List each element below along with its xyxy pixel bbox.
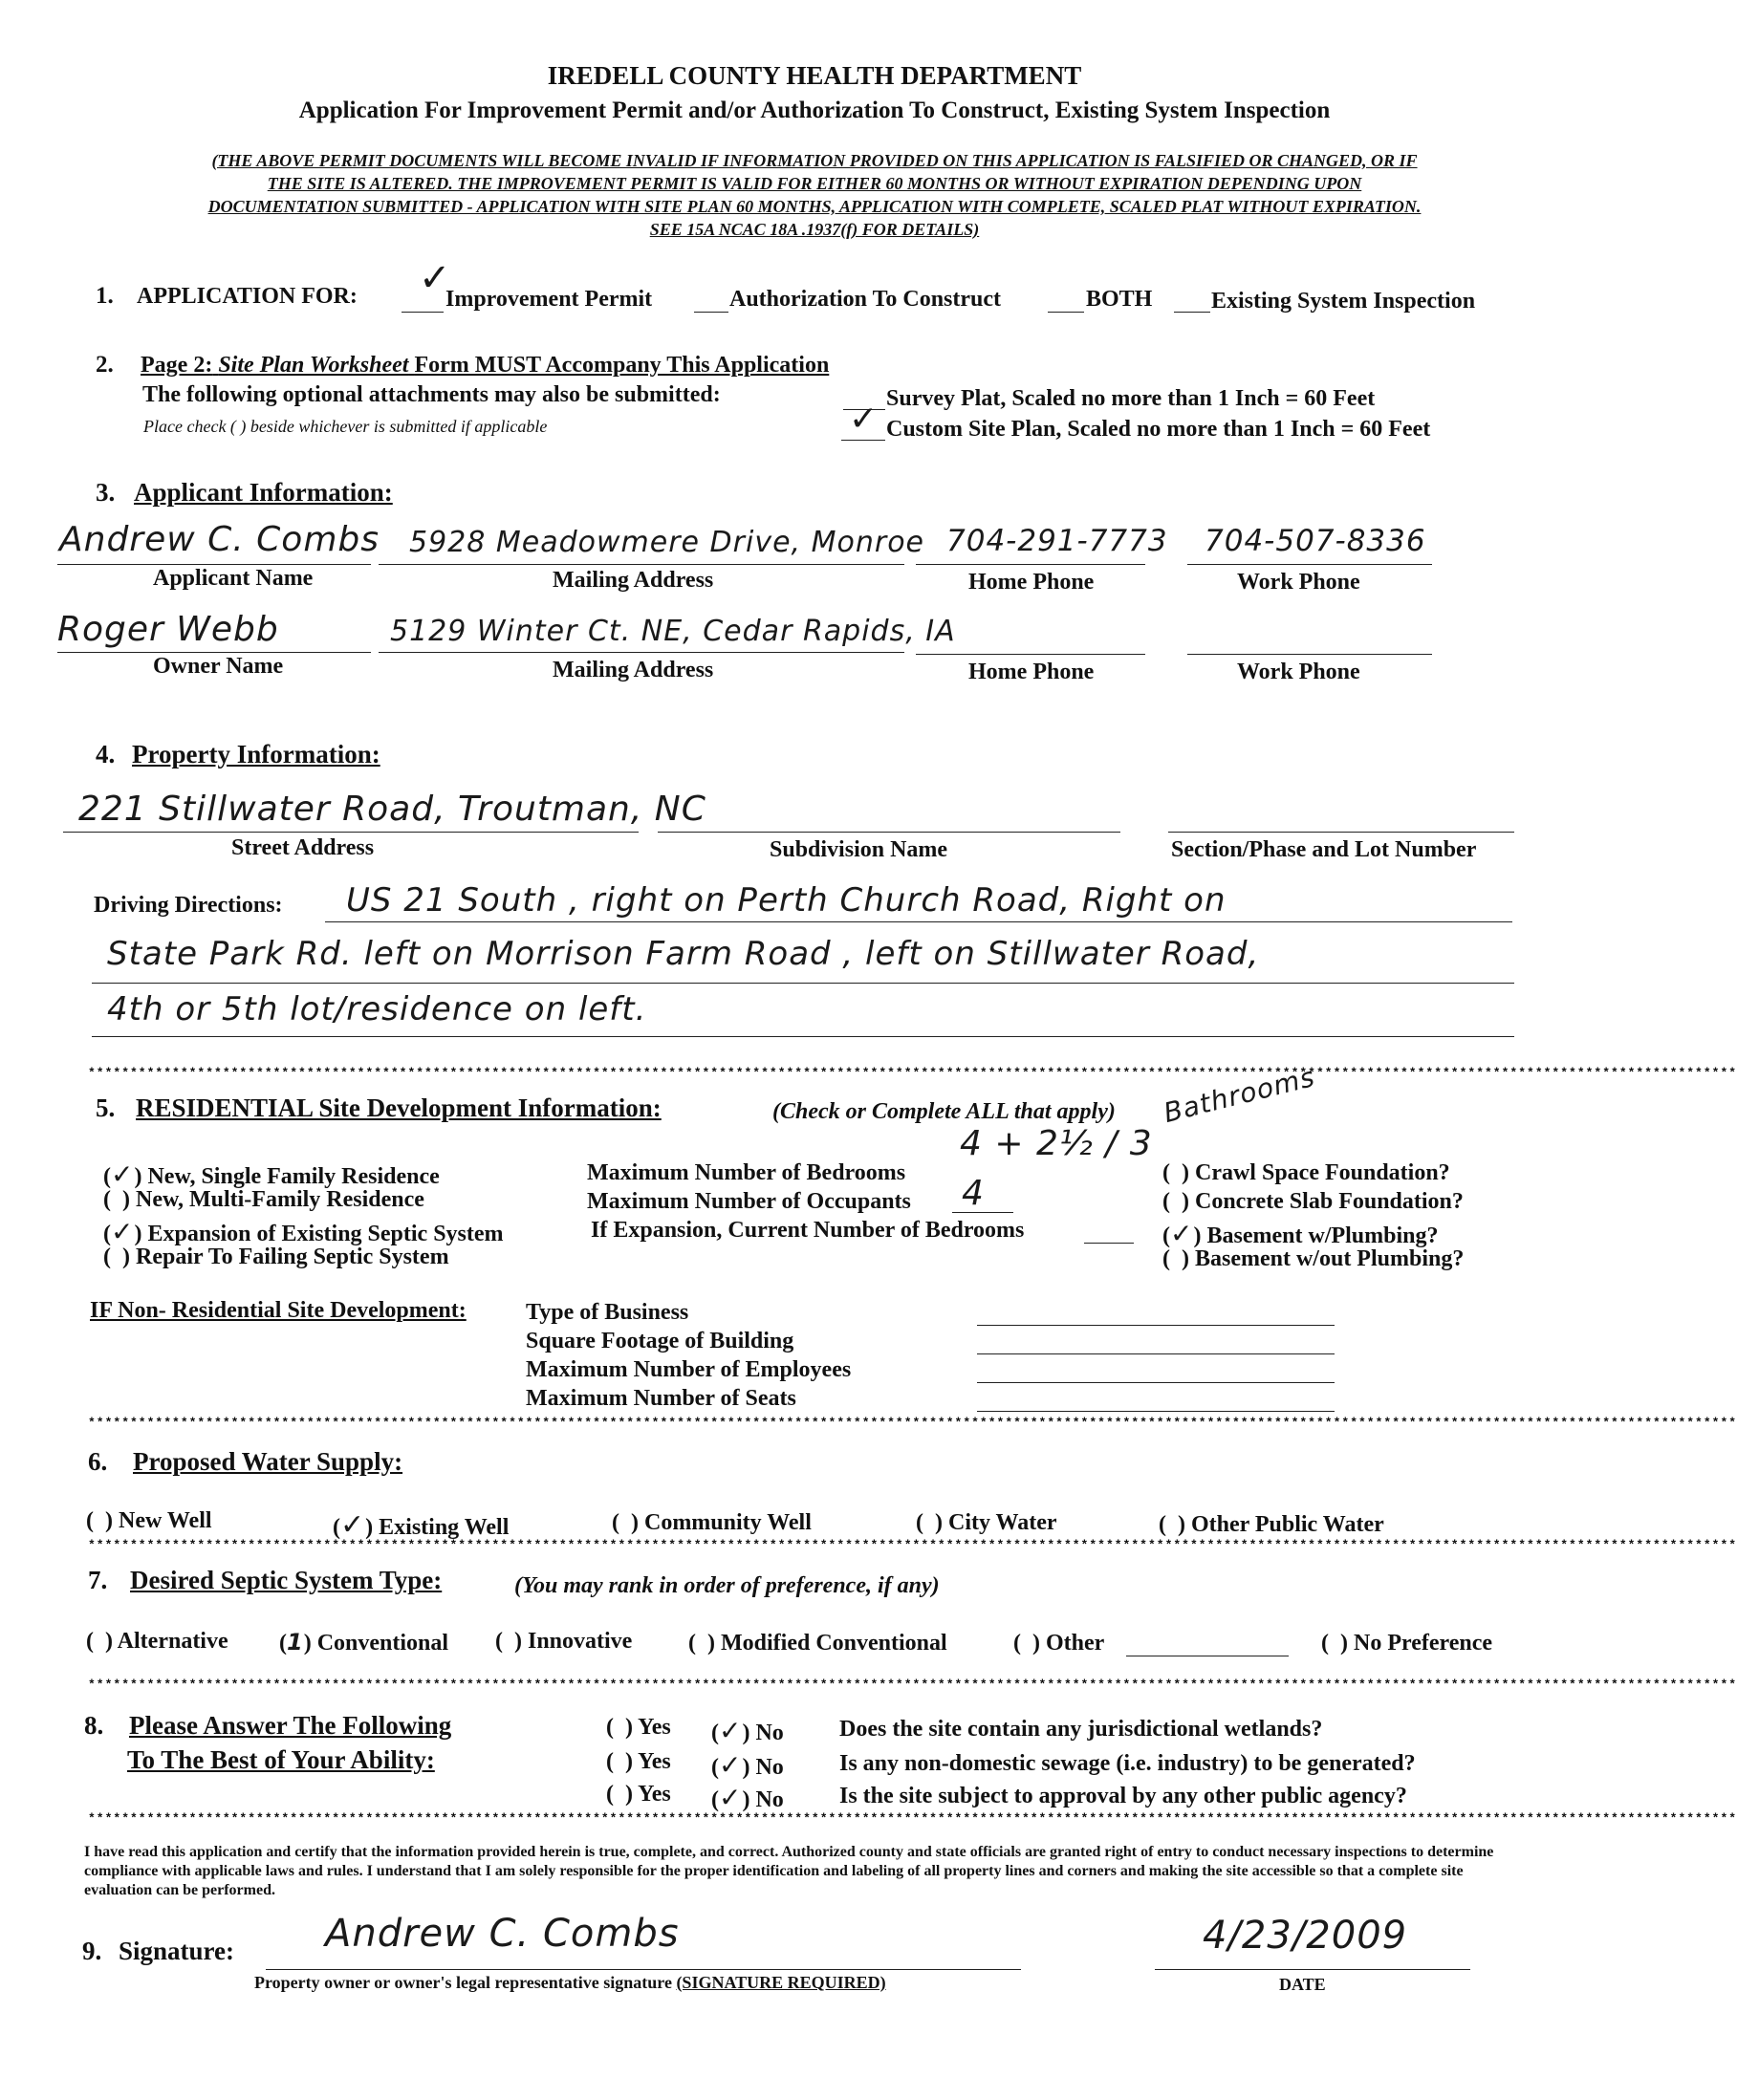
residence-type-new-single[interactable]: (✓) New, Single Family Residence xyxy=(103,1158,440,1190)
water-city-water[interactable]: ( ) City Water xyxy=(916,1510,1057,1535)
label-owner-mailing-address: Mailing Address xyxy=(553,658,714,682)
septic-alternative[interactable]: ( ) Alternative xyxy=(86,1629,228,1654)
q1-text: Does the site contain any jurisdictional wetlands? xyxy=(839,1717,1323,1742)
section8-number: 8. xyxy=(84,1711,104,1740)
check-mark-icon: ✓ xyxy=(849,400,879,439)
section7-heading: Desired Septic System Type: xyxy=(130,1566,443,1594)
section4-number: 4. xyxy=(96,740,116,769)
section2-number: 2. xyxy=(96,352,114,378)
max-occupants-line xyxy=(952,1212,1013,1213)
label-applicant-name: Applicant Name xyxy=(153,566,314,591)
label-max-bedrooms: Maximum Number of Bedrooms xyxy=(587,1160,906,1185)
q3-text: Is the site subject to approval by any other public agency? xyxy=(839,1784,1407,1808)
foundation-basement-no-plumbing[interactable]: ( ) Basement w/out Plumbing? xyxy=(1162,1246,1465,1271)
max-seats-line[interactable] xyxy=(977,1411,1335,1412)
q2-no[interactable]: (✓) No xyxy=(711,1749,784,1781)
date-label: DATE xyxy=(1279,1975,1326,1994)
expansion-bedrooms-line[interactable] xyxy=(1084,1243,1134,1244)
option-improvement-permit: Improvement Permit xyxy=(445,287,653,312)
blank-improvement-permit[interactable] xyxy=(402,312,444,313)
option-survey-plat: Survey Plat, Scaled no more than 1 Inch = 60 Feet xyxy=(886,386,1376,411)
home-phone-value[interactable]: 704-291-7773 xyxy=(946,524,1168,558)
section7-number: 7. xyxy=(88,1566,108,1594)
q1-yes[interactable]: ( ) Yes xyxy=(606,1715,671,1740)
water-new-well[interactable]: ( ) New Well xyxy=(86,1508,212,1533)
signature-line xyxy=(266,1969,1021,1970)
septic-no-preference[interactable]: ( ) No Preference xyxy=(1321,1631,1493,1656)
septic-conventional[interactable]: (1) Conventional xyxy=(279,1629,449,1656)
option-custom-site-plan: Custom Site Plan, Scaled no more than 1 Inch = 60 Feet xyxy=(886,417,1431,442)
applicant-address-value[interactable]: 5928 Meadowmere Drive, Monroe xyxy=(409,526,924,559)
label-work-phone: Work Phone xyxy=(1237,570,1360,595)
section3-number: 3. xyxy=(96,478,116,507)
option-authorization: Authorization To Construct xyxy=(729,287,1002,312)
section1-number: 1. xyxy=(96,283,114,309)
owner-address-line xyxy=(379,652,904,653)
label-owner-name: Owner Name xyxy=(153,654,284,679)
foundation-crawl-space[interactable]: ( ) Crawl Space Foundation? xyxy=(1162,1160,1450,1185)
label-type-of-business: Type of Business xyxy=(526,1300,689,1325)
applicant-name-value[interactable]: Andrew C. Combs xyxy=(59,520,380,559)
label-subdivision: Subdivision Name xyxy=(770,837,948,862)
owner-home-phone-line[interactable] xyxy=(916,654,1145,655)
work-phone-value[interactable]: 704-507-8336 xyxy=(1205,524,1426,558)
label-mailing-address: Mailing Address xyxy=(553,568,714,593)
label-max-occupants: Maximum Number of Occupants xyxy=(587,1189,911,1214)
section2-heading: Page 2: Site Plan Worksheet Form MUST Accompany This Application xyxy=(141,353,830,378)
max-occupants-value[interactable]: 4 xyxy=(962,1174,985,1213)
septic-other[interactable]: ( ) Other xyxy=(1013,1631,1105,1656)
signature-value[interactable]: Andrew C. Combs xyxy=(325,1912,680,1956)
label-owner-home-phone: Home Phone xyxy=(968,660,1095,684)
page-title: IREDELL COUNTY HEALTH DEPARTMENT xyxy=(547,61,1082,90)
directions-rule-2 xyxy=(92,983,1514,984)
residence-type-new-multi[interactable]: ( ) New, Multi-Family Residence xyxy=(103,1187,424,1212)
divider-stars: **************************************************************************************************************************************************************************************************** xyxy=(88,1811,1737,1826)
section-lot-line[interactable] xyxy=(1168,832,1514,833)
septic-conventional-rank: 1 xyxy=(287,1629,304,1656)
notice-line-3: DOCUMENTATION SUBMITTED - APPLICATION WITH SITE PLAN 60 MONTHS, APPLICATION WITH COMPLETE, SCALED PLAT WITHOUT EXPIRATION. xyxy=(207,197,1422,216)
street-address-value[interactable]: 221 Stillwater Road, Troutman, NC xyxy=(78,790,706,829)
signature-caption: Property owner or owner's legal representative signature (SIGNATURE REQUIRED) xyxy=(254,1973,886,1992)
date-value[interactable]: 4/23/2009 xyxy=(1203,1914,1408,1958)
blank-custom-site-plan[interactable] xyxy=(841,440,885,441)
label-section-lot: Section/Phase and Lot Number xyxy=(1171,837,1477,862)
label-owner-work-phone: Work Phone xyxy=(1237,660,1360,684)
label-max-seats: Maximum Number of Seats xyxy=(526,1386,796,1411)
foundation-concrete-slab[interactable]: ( ) Concrete Slab Foundation? xyxy=(1162,1189,1464,1214)
divider-stars: **************************************************************************************************************************************************************************************************** xyxy=(88,1678,1737,1692)
section8-heading-2: To The Best of Your Ability: xyxy=(127,1745,435,1774)
home-phone-line xyxy=(916,564,1145,565)
label-street-address: Street Address xyxy=(231,835,375,860)
certification-text: I have read this application and certify that the information provided herein is true, complete, and correct. Authorized county and state officials are granted right of entry to conduct necessary inspections to determine compliance with applicable laws and rules. I understand that I am solely responsible for the proper identification and labeling of all property lines and corners and making the site accessible so that a complete site evaluation can be performed. xyxy=(84,1844,1494,1898)
residence-type-repair[interactable]: ( ) Repair To Failing Septic System xyxy=(103,1245,449,1269)
date-line xyxy=(1155,1969,1470,1970)
section4-heading: Property Information: xyxy=(132,740,380,769)
septic-modified-conventional[interactable]: ( ) Modified Conventional xyxy=(688,1631,947,1656)
section9-number: 9. xyxy=(82,1937,102,1965)
water-other-public[interactable]: ( ) Other Public Water xyxy=(1159,1512,1384,1537)
q3-no[interactable]: (✓) No xyxy=(711,1782,784,1813)
bathrooms-note: Bathrooms xyxy=(1161,1060,1318,1129)
section8-heading-1: Please Answer The Following xyxy=(129,1711,452,1740)
section6-number: 6. xyxy=(88,1447,108,1476)
q2-text: Is any non-domestic sewage (i.e. industry) to be generated? xyxy=(839,1751,1416,1776)
option-existing-system: Existing System Inspection xyxy=(1211,289,1476,314)
type-of-business-line[interactable] xyxy=(977,1325,1335,1326)
max-bedrooms-value[interactable]: 4 + 2½ / 3 xyxy=(960,1124,1153,1163)
square-footage-line[interactable] xyxy=(977,1353,1335,1354)
applicant-name-line xyxy=(57,564,371,565)
street-address-line xyxy=(63,832,639,833)
septic-innovative[interactable]: ( ) Innovative xyxy=(495,1629,633,1654)
section3-heading: Applicant Information: xyxy=(134,478,393,507)
label-home-phone: Home Phone xyxy=(968,570,1095,595)
page-subtitle: Application For Improvement Permit and/or Authorization To Construct, Existing System Inspection xyxy=(298,97,1331,123)
divider-stars: **************************************************************************************************************************************************************************************************** xyxy=(88,1538,1737,1552)
blank-both[interactable] xyxy=(1048,312,1084,313)
directions-line-3[interactable]: 4th or 5th lot/residence on left. xyxy=(107,990,647,1028)
label-expansion-bedrooms: If Expansion, Current Number of Bedrooms xyxy=(591,1218,1025,1243)
notice-line-4: SEE 15A NCAC 18A .1937(f) FOR DETAILS) xyxy=(649,220,980,239)
owner-name-line xyxy=(57,652,371,653)
water-community-well[interactable]: ( ) Community Well xyxy=(612,1510,812,1535)
section1-label: APPLICATION FOR: xyxy=(137,284,358,309)
q2-yes[interactable]: ( ) Yes xyxy=(606,1749,671,1774)
nonres-heading: IF Non- Residential Site Development: xyxy=(90,1298,467,1323)
q3-yes[interactable]: ( ) Yes xyxy=(606,1782,671,1807)
section2-optional-text: The following optional attachments may also be submitted: xyxy=(142,382,721,407)
blank-existing-system[interactable] xyxy=(1174,312,1210,313)
divider-stars: **************************************************************************************************************************************************************************************************** xyxy=(88,1416,1737,1430)
section7-note: (You may rank in order of preference, if any) xyxy=(514,1573,940,1598)
notice-line-2: THE SITE IS ALTERED. THE IMPROVEMENT PERMIT IS VALID FOR EITHER 60 MONTHS OR WITHOUT EXPIRATION DEPENDING UPON xyxy=(267,174,1362,193)
notice-line-1: (THE ABOVE PERMIT DOCUMENTS WILL BECOME INVALID IF INFORMATION PROVIDED ON THIS APPLICATION IS FALSIFIED OR CHANGED, OR IF xyxy=(211,151,1418,170)
max-employees-line[interactable] xyxy=(977,1382,1335,1383)
section2-instruction: Place check ( ) beside whichever is submitted if applicable xyxy=(143,417,548,436)
label-max-employees: Maximum Number of Employees xyxy=(526,1357,852,1382)
blank-authorization[interactable] xyxy=(694,312,728,313)
work-phone-line xyxy=(1187,564,1432,565)
directions-rule-3 xyxy=(92,1036,1514,1037)
foundation-basement-plumbing[interactable]: (✓) Basement w/Plumbing? xyxy=(1162,1218,1439,1249)
signature-label: Signature: xyxy=(119,1937,235,1965)
directions-rule-1 xyxy=(325,921,1512,922)
subdivision-line[interactable] xyxy=(658,832,1120,833)
owner-work-phone-line[interactable] xyxy=(1187,654,1432,655)
owner-address-value[interactable]: 5129 Winter Ct. NE, Cedar Rapids, IA xyxy=(390,615,956,648)
section5-heading: RESIDENTIAL Site Development Information: xyxy=(136,1093,662,1122)
section6-heading: Proposed Water Supply: xyxy=(133,1447,403,1476)
directions-line-1[interactable]: US 21 South , right on Perth Church Road, Right on xyxy=(346,881,1227,920)
q1-no[interactable]: (✓) No xyxy=(711,1715,784,1746)
section5-note: (Check or Complete ALL that apply) xyxy=(772,1099,1116,1124)
divider-stars: **************************************************************************************************************************************************************************************************** xyxy=(88,1066,1737,1080)
option-both: BOTH xyxy=(1086,287,1153,312)
water-existing-well[interactable]: (✓) Existing Well xyxy=(333,1508,510,1542)
directions-line-2[interactable]: State Park Rd. left on Morrison Farm Road , left on Stillwater Road, xyxy=(107,935,1260,973)
section5-number: 5. xyxy=(96,1093,116,1122)
check-mark-icon: ✓ xyxy=(419,256,452,300)
label-driving-directions: Driving Directions: xyxy=(94,893,283,918)
label-square-footage: Square Footage of Building xyxy=(526,1329,794,1353)
owner-name-value[interactable]: Roger Webb xyxy=(57,610,279,649)
applicant-address-line xyxy=(379,564,904,565)
residence-type-expansion[interactable]: (✓) Expansion of Existing Septic System xyxy=(103,1216,504,1247)
